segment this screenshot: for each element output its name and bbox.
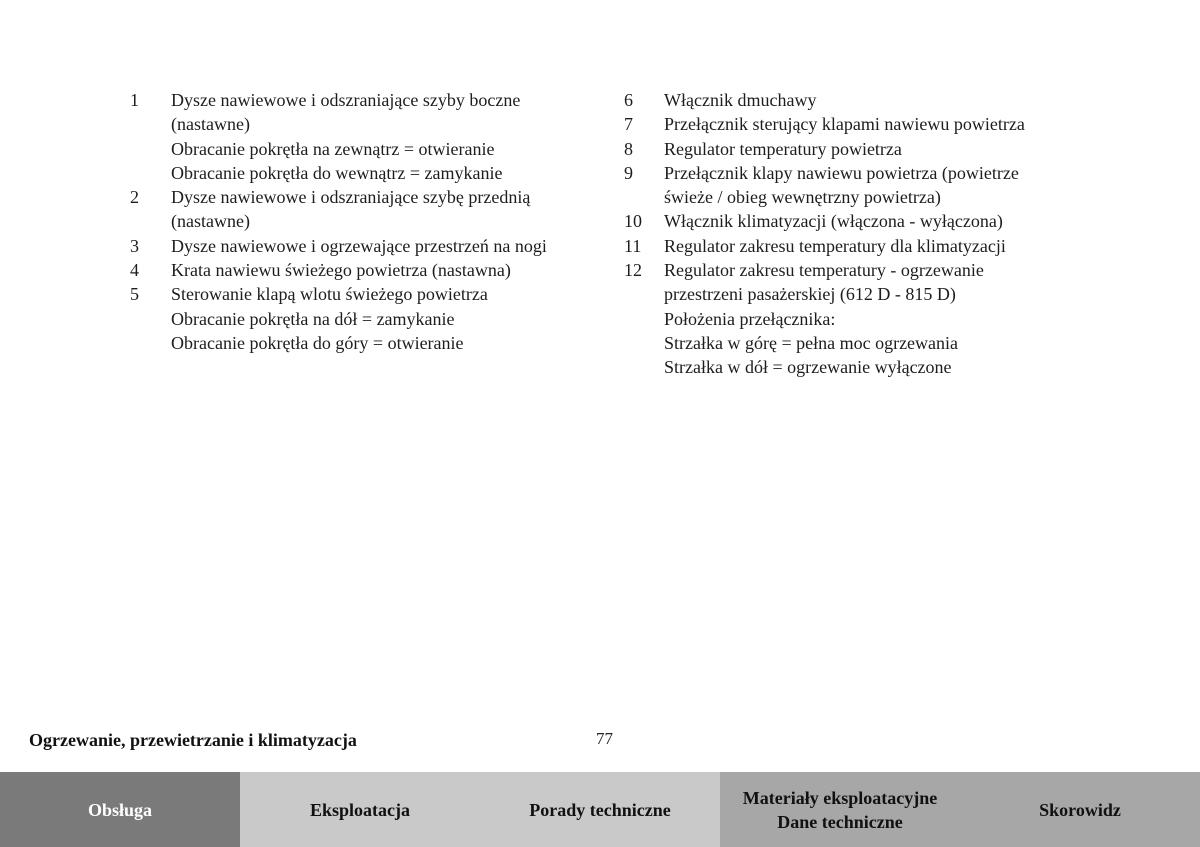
legend-line: Przełącznik sterujący klapami nawiewu powietrza bbox=[664, 114, 1025, 135]
legend-number: 12 bbox=[624, 260, 642, 281]
nav-tab-label: Eksploatacja bbox=[309, 799, 410, 820]
legend-text bbox=[171, 258, 610, 282]
nav-tab-label-group bbox=[743, 786, 937, 834]
legend-line: (nastawne) bbox=[171, 211, 250, 232]
nav-tab-label: Dane techniczne bbox=[777, 811, 903, 832]
legend-line: Obracanie pokrętła na zewnątrz = otwieranie bbox=[171, 138, 495, 159]
left-legend-list bbox=[130, 88, 610, 355]
nav-tab-porady-techniczne[interactable] bbox=[480, 772, 720, 847]
nav-tab-label: Porady techniczne bbox=[529, 799, 671, 820]
legend-text bbox=[664, 137, 1094, 161]
legend-line: Dysze nawiewowe i odszraniające szybę przednią bbox=[171, 187, 531, 208]
legend-item-3 bbox=[130, 234, 610, 258]
legend-line: Krata nawiewu świeżego powietrza (nastawna) bbox=[171, 260, 511, 281]
legend-text bbox=[171, 88, 610, 185]
legend-number: 7 bbox=[624, 114, 633, 135]
legend-number: 2 bbox=[130, 187, 139, 208]
nav-tab-label: Skorowidz bbox=[1039, 799, 1121, 820]
legend-line: Strzałka w dół = ogrzewanie wyłączone bbox=[664, 357, 952, 378]
legend-line: Regulator zakresu temperatury dla klimatyzacji bbox=[664, 235, 1006, 256]
legend-line: Włącznik dmuchawy bbox=[664, 90, 817, 110]
legend-line: Obracanie pokrętła na dół = zamykanie bbox=[171, 308, 455, 329]
legend-line: Dysze nawiewowe i odszraniające szyby boczne bbox=[171, 90, 521, 110]
legend-item-5 bbox=[130, 282, 610, 355]
legend-line: Położenia przełącznika: bbox=[664, 308, 836, 329]
legend-item-4 bbox=[130, 258, 610, 282]
legend-line: Regulator zakresu temperatury - ogrzewanie bbox=[664, 260, 984, 281]
nav-tab-materialy-dane[interactable] bbox=[720, 772, 960, 847]
legend-item-7 bbox=[624, 112, 1094, 136]
legend-item-11 bbox=[624, 234, 1094, 258]
nav-tab-label: Obsługa bbox=[87, 799, 153, 820]
legend-item-10 bbox=[624, 209, 1094, 233]
legend-number: 3 bbox=[130, 235, 139, 256]
legend-number: 1 bbox=[130, 90, 139, 110]
legend-line: Włącznik klimatyzacji (włączona - wyłączona) bbox=[664, 211, 1003, 232]
legend-text bbox=[664, 88, 1094, 112]
legend-text bbox=[664, 234, 1094, 258]
legend-line: Regulator temperatury powietrza bbox=[664, 138, 902, 159]
legend-item-2 bbox=[130, 185, 610, 234]
legend-number: 8 bbox=[624, 138, 633, 159]
legend-line: świeże / obieg wewnętrzny powietrza) bbox=[664, 187, 941, 208]
legend-text bbox=[664, 258, 1094, 379]
legend-number: 4 bbox=[130, 260, 139, 281]
legend-line: przestrzeni pasażerskiej (612 D - 815 D) bbox=[664, 284, 956, 305]
legend-item-1 bbox=[130, 88, 610, 185]
legend-number: 6 bbox=[624, 90, 633, 110]
legend-text bbox=[171, 234, 610, 258]
page-number: 77 bbox=[596, 729, 613, 748]
legend-line: Obracanie pokrętła do wewnątrz = zamykanie bbox=[171, 162, 503, 183]
right-legend-list bbox=[624, 88, 1094, 380]
nav-tab-skorowidz[interactable] bbox=[960, 772, 1200, 847]
legend-number: 9 bbox=[624, 162, 633, 183]
bottom-navigation bbox=[0, 772, 1200, 847]
legend-line: Strzałka w górę = pełna moc ogrzewania bbox=[664, 332, 959, 353]
nav-tab-eksploatacja[interactable] bbox=[240, 772, 480, 847]
legend-line: Przełącznik klapy nawiewu powietrza (powietrze bbox=[664, 162, 1019, 183]
legend-line: Dysze nawiewowe i ogrzewające przestrzeń na nogi bbox=[171, 235, 547, 256]
legend-item-8 bbox=[624, 137, 1094, 161]
legend-text bbox=[664, 161, 1094, 210]
legend-number: 5 bbox=[130, 284, 139, 305]
legend-item-12 bbox=[624, 258, 1094, 379]
legend-item-9 bbox=[624, 161, 1094, 210]
legend-number: 10 bbox=[624, 211, 642, 232]
legend-text bbox=[171, 185, 610, 234]
nav-tab-label: Materiały eksploatacyjne bbox=[742, 787, 938, 808]
legend-text bbox=[171, 282, 610, 355]
legend-line: Obracanie pokrętła do góry = otwieranie bbox=[171, 332, 464, 353]
legend-item-6 bbox=[624, 88, 1094, 112]
legend-text bbox=[664, 112, 1094, 136]
nav-tab-obsluga[interactable] bbox=[0, 772, 240, 847]
legend-text bbox=[664, 209, 1094, 233]
legend-number: 11 bbox=[624, 235, 642, 256]
section-title: Ogrzewanie, przewietrzanie i klimatyzacja bbox=[29, 730, 357, 750]
legend-line: (nastawne) bbox=[171, 114, 250, 135]
legend-line: Sterowanie klapą wlotu świeżego powietrza bbox=[171, 284, 488, 305]
